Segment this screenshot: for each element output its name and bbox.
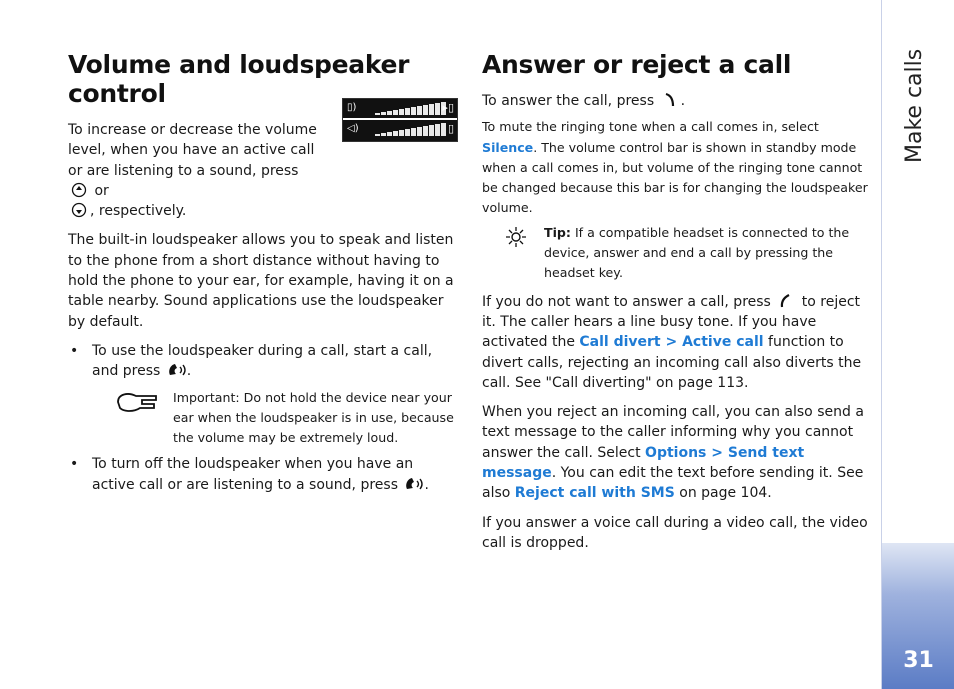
list-item: • To use the loudspeaker during a call, start a call, and press . [68,341,458,382]
call-key-icon [661,92,679,108]
list-item: • To turn off the loudspeaker when you have an active call or are listening to a sound, press . [68,454,458,495]
tip-label: Tip: [544,224,571,240]
loudspeaker-paragraph: The built-in loudspeaker allows you to speak and listen to the phone from a short distance without having to hold the phone to your ear, for example, having it on a table nearby. Sound applications use the loudspeaker by default. [68,232,454,330]
scroll-up-key-icon [70,182,88,198]
battery-icon: ▯ [447,122,454,135]
loudspeaker-key-icon [404,476,422,492]
volume-paragraph: To increase or decrease the volume level, when you have an active call or are listening to a sound, press or , respectively. [68,122,317,220]
loudspeaker-key-icon [167,362,185,378]
earpiece-icon: ▯) [347,102,357,113]
reject-paragraph: If you do not want to answer a call, press to reject it. The caller hears a line busy tone. If you have activated the Call divert > Active call function to divert calls, rejecting an incoming call also diverts the call. See "Call diverting" on page 113. [482,293,862,391]
volume-level-bars [375,102,446,115]
volume-bar-loudspeaker [343,118,457,139]
volume-screens-illustration [342,98,458,142]
section-heading-volume: Volume and loudspeaker control [68,50,410,108]
mute-paragraph: To mute the ringing tone when a call comes in, select Silence. The volume control bar is shown in standby mode when a call comes in, but volume of the ringing tone cannot be changed because this bar is for changing the loudspeaker volume. [482,119,868,216]
volume-bar-earpiece [343,99,457,118]
section-heading-answer: Answer or reject a call [482,50,792,79]
sms-reject-paragraph: When you reject an incoming call, you can also send a text message to the caller informing why you cannot answer the call. Select Options > Send text message. You can edit the text before sending it. See also Reject call with SMS on page 104. [482,404,864,502]
volume-level-bars [375,123,446,136]
arrow-right-icon: ▸▯ [442,101,454,114]
speaker-icon: ◁) [347,123,359,134]
video-call-paragraph: If you answer a voice call during a video call, the video call is dropped. [482,514,868,551]
answer-paragraph: To answer the call, press . [482,93,686,109]
chapter-title: Make calls [902,48,927,163]
page-number: 31 [903,648,934,673]
loudspeaker-list [68,454,458,495]
left-column [68,50,458,495]
lightbulb-icon [504,225,528,249]
page-number-tab [882,543,954,689]
tip-note: Tip: If a compatible headset is connected to the device, answer and end a call by pressing the headset key. [482,223,872,284]
right-column [482,50,872,553]
call-divert-menu-path: Call divert > Active call [579,334,764,351]
loudspeaker-list [68,341,458,382]
send-text-menu-path: Options > Send text message [482,444,805,482]
scroll-down-key-icon [70,202,88,218]
end-key-icon [777,293,795,309]
reject-call-sms-link[interactable]: Reject call with SMS [514,485,675,502]
silence-option: Silence [482,139,534,155]
hand-warning-icon [116,388,160,416]
important-note: Important: Do not hold the device near your ear when the loudspeaker is in use, because the volume may be extremely loud. [68,388,458,449]
chapter-sidebar [881,0,954,689]
